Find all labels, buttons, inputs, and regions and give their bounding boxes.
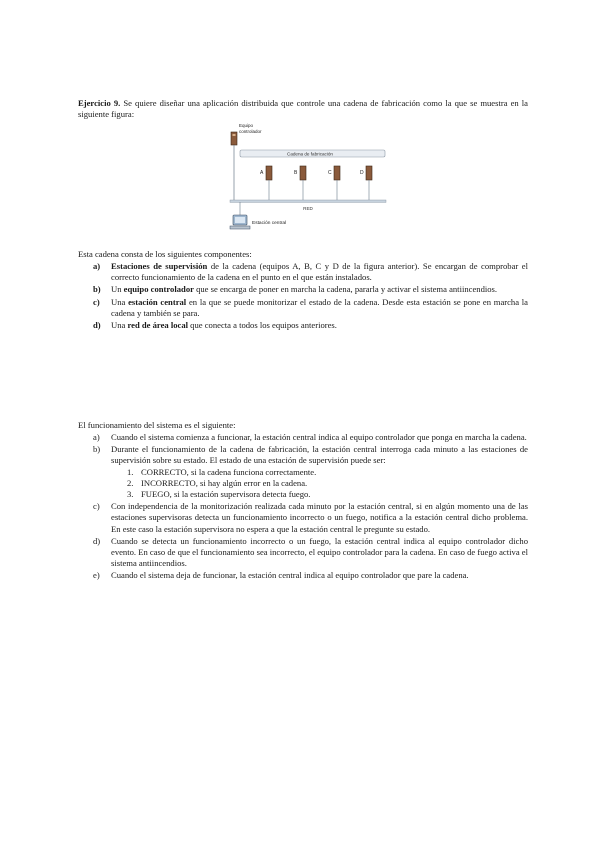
component-term: red de área local bbox=[127, 320, 189, 331]
list-marker: c) bbox=[93, 296, 100, 307]
component-item-b: b) Un equipo controlador que se encarga de poner en marcha la cadena, pararla y activar el sistema antiincendios. bbox=[93, 284, 498, 295]
component-term: estación central bbox=[128, 296, 187, 307]
component-desc: que se encarga de poner en marcha la cadena, pararla y activar el sistema antiincendios. bbox=[193, 284, 498, 295]
components-intro: Esta cadena consta de los siguientes componentes: bbox=[78, 249, 252, 259]
state-text: INCORRECTO, si hay algún error en la cadena. bbox=[141, 477, 308, 488]
operation-text: Cuando el sistema comienza a funcionar, la estación central indica al equipo controlador que ponga en marcha la cadena. bbox=[111, 432, 527, 442]
station-d bbox=[360, 166, 372, 200]
list-marker: d) bbox=[93, 535, 101, 546]
operation-text: Cuando el sistema deja de funcionar, la estación central indica al equipo controlador que pare la cadena. bbox=[111, 570, 469, 581]
component-item-c: c) Una estación central en la que se puede monitorizar el estado de la cadena. Desde esta estación se pone en marcha la cadena y también se para. bbox=[93, 296, 529, 318]
operation-item-d bbox=[78, 536, 528, 570]
operation-item-e bbox=[78, 570, 528, 581]
network-label: RED bbox=[303, 206, 313, 211]
list-marker: a) bbox=[93, 432, 100, 442]
state-item-fuego bbox=[111, 489, 528, 500]
state-item-correcto bbox=[111, 467, 528, 478]
station-a bbox=[260, 166, 272, 200]
list-marker: c) bbox=[93, 501, 100, 512]
list-marker: e) bbox=[93, 570, 100, 581]
components-list bbox=[78, 261, 528, 332]
state-item-incorrecto bbox=[111, 478, 528, 489]
operation-intro: El funcionamiento del sistema es el siguiente: bbox=[78, 420, 236, 430]
list-marker: 3. bbox=[127, 489, 134, 500]
exercise-label: Ejercicio 9. bbox=[78, 98, 121, 108]
controller-device-icon bbox=[231, 132, 237, 145]
state-list bbox=[111, 467, 528, 501]
station-label: D bbox=[360, 170, 364, 176]
station-label: A bbox=[260, 170, 264, 176]
manufacturing-chain-figure bbox=[200, 118, 400, 236]
station-b bbox=[294, 166, 306, 200]
operation-text: Cuando se detecta un funcionamiento incorrecto o un fuego, la estación central indica al equipo controlador dicho evento. En caso de que el funcionamiento sea incorrecto, el equipo controlador para la cadena. En caso de fuego activa el sistema antiincendios. bbox=[111, 535, 528, 569]
component-item-d: d) Una red de área local que conecta a todos los equipos anteriores. bbox=[93, 320, 337, 331]
list-marker: a) bbox=[93, 261, 101, 271]
controller-label-line1: Equipo bbox=[239, 123, 254, 128]
list-marker: b) bbox=[93, 444, 101, 455]
component-desc: en la que se puede monitorizar el estado de la cadena. Desde esta estación se pone en marcha la cadena y también se para. bbox=[111, 296, 529, 318]
exercise-intro-text: Se quiere diseñar una aplicación distribuida que controle una cadena de fabricación como la que se muestra en la siguiente figura: bbox=[78, 98, 528, 120]
network-bus bbox=[230, 200, 386, 202]
station-label: B bbox=[294, 170, 298, 176]
list-marker: b) bbox=[93, 284, 101, 295]
component-desc: que conecta a todos los equipos anteriores. bbox=[188, 320, 337, 331]
state-text: CORRECTO, si la cadena funciona correctamente. bbox=[141, 466, 317, 477]
list-marker: d) bbox=[93, 320, 101, 331]
station-label: C bbox=[328, 170, 332, 176]
operation-text: Durante el funcionamiento de la cadena de fabricación, la estación central interroga cada minuto a las estaciones de supervisión sobre su estado. El estado de una estación de supervisión puede ser: bbox=[111, 444, 528, 466]
controller-label-line2: controlador bbox=[239, 129, 262, 134]
component-desc: de la cadena (equipos A, B, C y D de la figura anterior). Se encargan de comprobar el correcto funcionamiento de la cadena en el punto en el que están instalados. bbox=[111, 261, 528, 283]
operation-item-c bbox=[78, 501, 528, 535]
station-c bbox=[328, 166, 340, 200]
state-text: FUEGO, si la estación supervisora detecta fuego. bbox=[141, 489, 311, 500]
central-station-computer-icon bbox=[230, 215, 250, 229]
chain-label: Cadena de fabricación bbox=[287, 151, 333, 157]
operation-text: Con independencia de la monitorización realizada cada minuto por la estación central, si en algún momento una de las estaciones supervisoras detecta un funcionamiento incorrecto o un fuego, notifica a la estación central dicho problema. En este caso la estación supervisora no espera a que la estación central le pregunte su estado. bbox=[111, 501, 528, 534]
operation-list bbox=[78, 432, 528, 583]
list-marker: 1. bbox=[127, 466, 134, 477]
operation-item-b bbox=[78, 444, 528, 500]
component-item-a bbox=[78, 261, 528, 283]
central-station-label: Estación central bbox=[252, 221, 287, 226]
operation-item-a bbox=[78, 432, 528, 443]
component-term: Estaciones de supervisión bbox=[111, 261, 208, 271]
component-term: equipo controlador bbox=[123, 284, 194, 295]
list-marker: 2. bbox=[127, 477, 134, 488]
